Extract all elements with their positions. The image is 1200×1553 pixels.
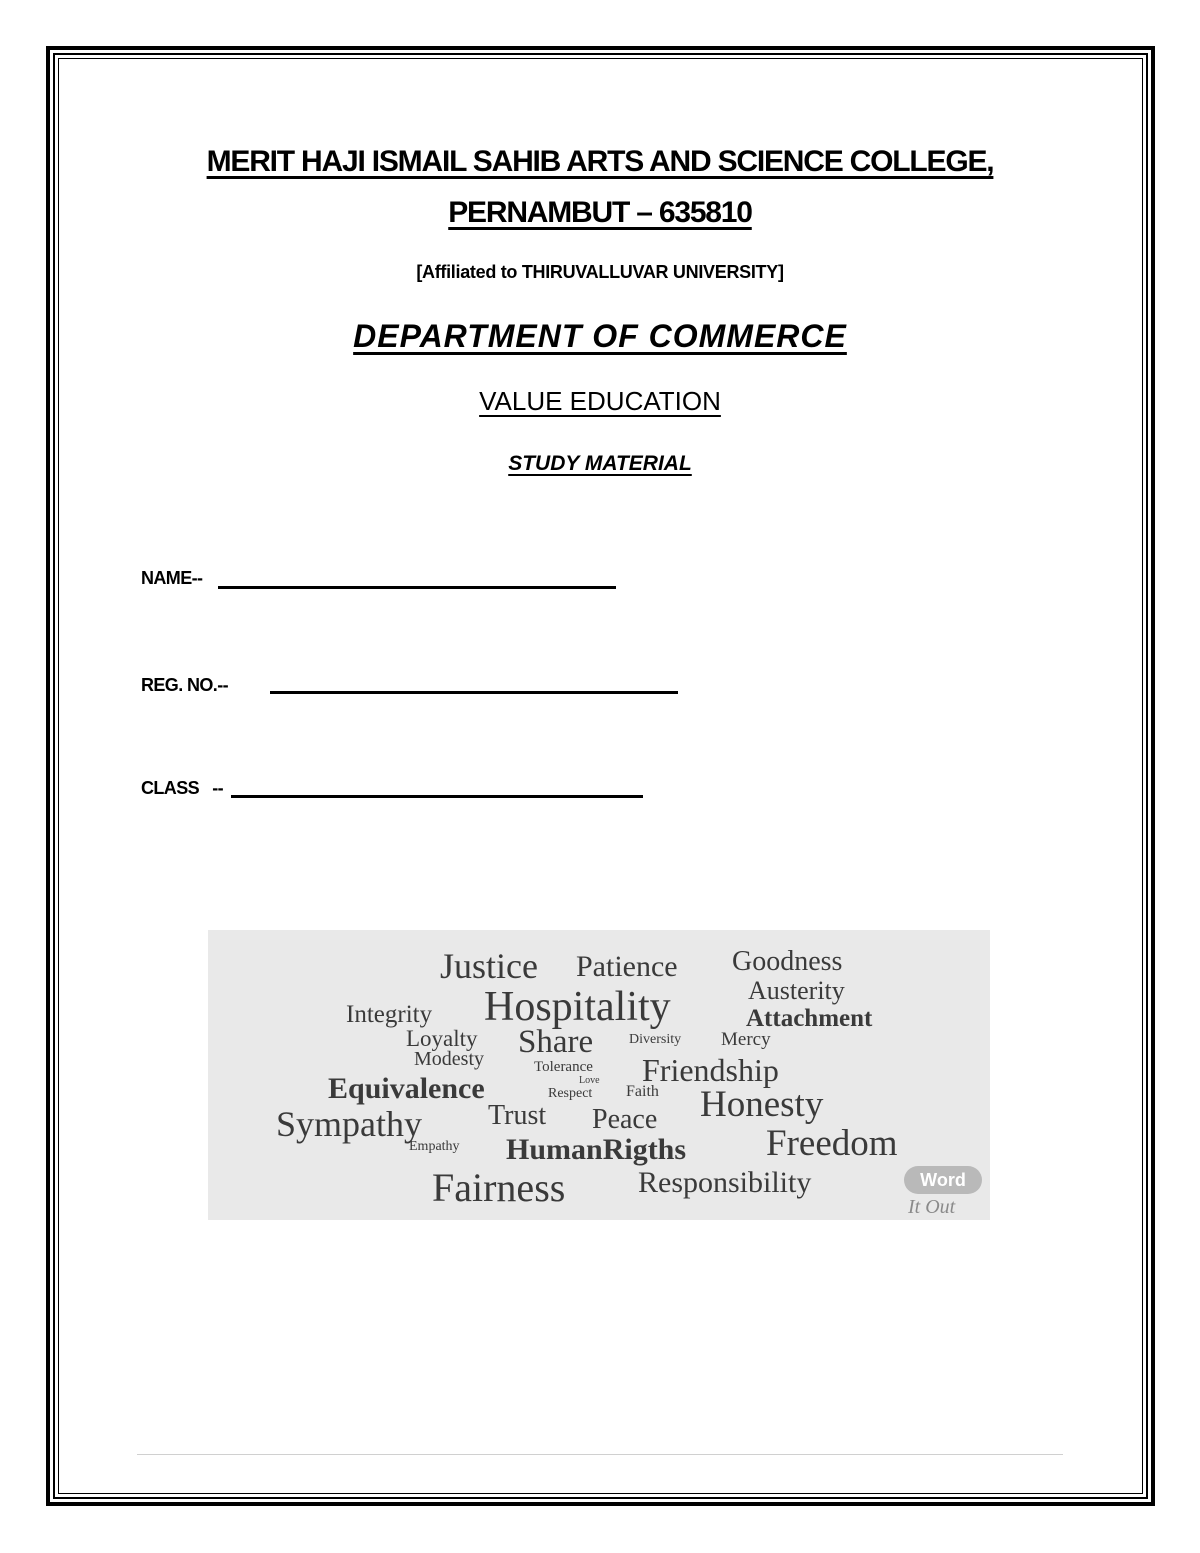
wordle-logo-subtext: It Out (908, 1196, 956, 1218)
cloud-word: Modesty (414, 1048, 484, 1070)
class-blank-line[interactable] (231, 795, 643, 798)
cloud-word: Justice (440, 946, 538, 986)
cloud-word: HumanRigths (506, 1133, 687, 1166)
cloud-word: Honesty (700, 1084, 824, 1125)
cloud-word: Integrity (346, 1001, 433, 1028)
material-title: STUDY MATERIAL (508, 452, 692, 475)
cloud-word: Goodness (732, 946, 843, 977)
cloud-word: Loyalty (406, 1026, 478, 1051)
footer-divider (137, 1454, 1063, 1455)
cloud-word: Patience (576, 950, 678, 983)
cloud-word: Attachment (746, 1005, 873, 1032)
reg-no-blank-line[interactable] (270, 691, 678, 694)
name-blank-line[interactable] (218, 586, 616, 589)
college-name-line2: PERNAMBUT – 635810 (448, 196, 752, 229)
cloud-word: Sympathy (276, 1104, 423, 1144)
cloud-word: Mercy (721, 1029, 771, 1050)
cloud-word: Love (579, 1075, 600, 1086)
college-name-line1: MERIT HAJI ISMAIL SAHIB ARTS AND SCIENCE COLLEGE, (206, 145, 994, 178)
cloud-word: Equivalence (328, 1072, 485, 1105)
cloud-word: Freedom (766, 1123, 898, 1164)
cloud-word: Trust (488, 1100, 547, 1131)
cloud-word: Hospitality (484, 984, 671, 1030)
cloud-word: Friendship (642, 1052, 779, 1088)
cloud-word: Peace (592, 1104, 658, 1135)
values-word-cloud (208, 930, 990, 1220)
cloud-word: Tolerance (534, 1059, 593, 1075)
cloud-word: Faith (626, 1083, 659, 1100)
reg-no-label: REG. NO.-- (141, 675, 228, 695)
class-label: CLASS -- (141, 778, 223, 798)
affiliation-text: [Affiliated to THIRUVALLUVAR UNIVERSITY] (416, 262, 784, 282)
department-title: DEPARTMENT OF COMMERCE (353, 318, 847, 354)
cloud-word: Austerity (748, 976, 845, 1005)
cloud-word: Diversity (629, 1032, 682, 1047)
cloud-word: Share (518, 1024, 594, 1060)
wordle-logo-badge: Word (904, 1166, 982, 1194)
subject-title: VALUE EDUCATION (479, 386, 721, 416)
cloud-word: Empathy (409, 1139, 460, 1154)
cloud-word: Respect (548, 1086, 593, 1101)
cloud-word: Responsibility (638, 1166, 812, 1199)
name-label: NAME-- (141, 568, 203, 588)
cloud-word: Fairness (432, 1165, 566, 1210)
